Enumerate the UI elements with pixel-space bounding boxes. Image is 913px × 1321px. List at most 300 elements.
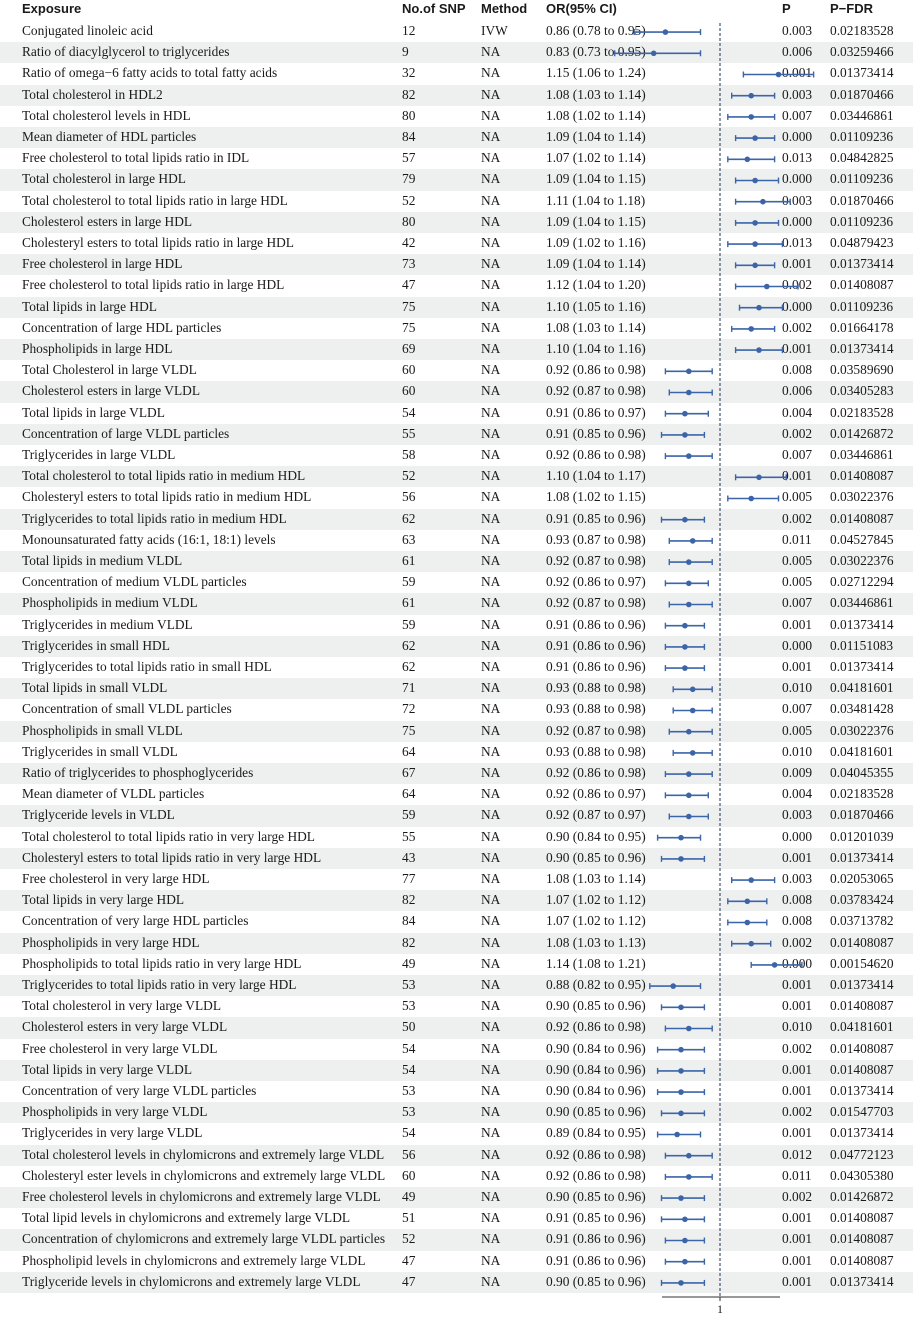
or-ci-cell: 0.91 (0.85 to 0.96) [546,1210,646,1226]
method-cell: NA [481,256,501,272]
x-tick-label: 1 [717,1302,723,1316]
p-fdr-cell: 0.03481428 [830,701,894,717]
or-ci-cell: 1.09 (1.04 to 1.15) [546,213,646,229]
method-cell: NA [481,595,501,611]
exposure-cell: Total cholesterol in HDL2 [22,86,163,102]
p-fdr-cell: 0.04772123 [830,1146,894,1162]
method-cell: NA [481,150,501,166]
p-fdr-cell: 0.01547703 [830,1104,894,1120]
or-ci-cell: 0.91 (0.86 to 0.96) [546,637,646,653]
p-value-cell: 0.000 [782,637,813,653]
p-value-cell: 0.002 [782,1189,813,1204]
table-row [0,403,913,424]
snp-cell: 54 [402,1040,416,1056]
method-cell: NA [481,871,501,886]
table-row [0,85,913,106]
method-cell: NA [481,362,501,378]
table-row [0,487,913,508]
p-fdr-cell: 0.03405283 [830,383,894,399]
snp-cell: 57 [402,150,416,166]
method-cell: NA [481,192,501,208]
p-fdr-cell: 0.01373414 [830,849,894,865]
method-cell: NA [481,298,501,314]
p-fdr-cell: 0.01373414 [830,341,894,356]
p-fdr-cell: 0.03022376 [830,722,894,738]
p-value-cell: 0.001 [782,341,813,356]
p-value-cell: 0.001 [782,998,813,1014]
p-fdr-cell: 0.04181601 [830,743,894,759]
table-row [0,445,913,466]
p-value-cell: 0.011 [782,531,812,547]
table-row [0,827,913,848]
exposure-cell: Ratio of triglycerides to phosphoglycerides [22,765,254,780]
p-value-cell: 0.001 [782,256,813,272]
p-value-cell: 0.009 [782,765,813,780]
p-fdr-cell: 0.01373414 [830,65,894,81]
or-ci-cell: 0.83 (0.73 to 0.95) [546,44,646,60]
table-row [0,509,913,530]
snp-cell: 63 [402,531,416,547]
snp-cell: 62 [402,659,416,674]
or-ci-cell: 1.15 (1.06 to 1.24) [546,65,646,81]
or-ci-cell: 1.08 (1.03 to 1.13) [546,934,646,950]
snp-cell: 71 [402,680,416,696]
p-fdr-cell: 0.04181601 [830,680,894,696]
method-cell: NA [481,277,501,293]
table-row [0,169,913,190]
exposure-cell: Conjugated linoleic acid [22,23,153,38]
method-cell: IVW [481,23,508,38]
p-value-cell: 0.010 [782,680,813,696]
table-row [0,657,913,678]
method-cell: NA [481,213,501,229]
snp-cell: 84 [402,129,416,144]
exposure-cell: Concentration of small VLDL particles [22,701,232,717]
or-ci-cell: 0.90 (0.84 to 0.95) [546,828,646,844]
or-ci-cell: 1.09 (1.04 to 1.14) [546,129,646,144]
or-ci-cell: 1.12 (1.04 to 1.20) [546,277,646,293]
method-cell: NA [481,383,501,399]
p-value-cell: 0.013 [782,235,813,250]
method-cell: NA [481,1231,501,1247]
table-row [0,763,913,784]
or-ci-cell: 0.91 (0.85 to 0.96) [546,510,646,526]
snp-cell: 53 [402,998,416,1014]
p-fdr-cell: 0.01201039 [830,828,894,844]
or-ci-cell: 0.92 (0.86 to 0.97) [546,574,646,590]
method-cell: NA [481,235,501,250]
table-row [0,254,913,275]
p-value-cell: 0.008 [782,362,813,378]
header-or: OR(95% CI) [546,1,617,16]
p-fdr-cell: 0.01109236 [830,171,894,187]
exposure-cell: Total cholesterol in large HDL [22,171,186,187]
table-row [0,106,913,127]
snp-cell: 64 [402,786,416,802]
p-fdr-cell: 0.01408087 [830,1040,894,1056]
table-row [0,381,913,402]
snp-cell: 54 [402,1061,416,1077]
exposure-cell: Cholesteryl esters to total lipids ratio in large HDL [22,235,294,250]
table-row [0,742,913,763]
p-fdr-cell: 0.04305380 [830,1167,894,1183]
or-ci-cell: 0.92 (0.87 to 0.98) [546,383,646,399]
exposure-cell: Free cholesterol levels in chylomicrons and extremely large VLDL [22,1189,381,1204]
table-header [0,0,913,20]
exposure-cell: Cholesteryl ester levels in chylomicrons and extremely large VLDL [22,1167,386,1183]
p-value-cell: 0.003 [782,23,813,38]
snp-cell: 54 [402,404,416,420]
or-ci-cell: 0.90 (0.84 to 0.96) [546,1040,646,1056]
p-value-cell: 0.006 [782,383,813,399]
p-value-cell: 0.003 [782,86,813,102]
snp-cell: 59 [402,807,416,823]
p-fdr-cell: 0.01870466 [830,192,894,208]
p-value-cell: 0.002 [782,934,813,950]
method-cell: NA [481,1189,501,1204]
header-exposure: Exposure [22,1,82,16]
exposure-cell: Total lipids in medium VLDL [22,553,183,568]
p-value-cell: 0.007 [782,447,813,462]
p-fdr-cell: 0.01373414 [830,1125,894,1141]
method-cell: NA [481,1104,501,1120]
snp-cell: 58 [402,447,416,462]
snp-cell: 55 [402,828,416,844]
or-ci-cell: 0.92 (0.87 to 0.97) [546,807,646,823]
or-ci-cell: 0.92 (0.86 to 0.98) [546,765,646,780]
table-row [0,636,913,657]
exposure-cell: Triglycerides to total lipids ratio in medium HDL [22,510,287,526]
exposure-cell: Ratio of omega−6 fatty acids to total fatty acids [22,65,278,81]
snp-cell: 59 [402,574,416,590]
snp-cell: 50 [402,1019,416,1035]
exposure-cell: Total Cholesterol in large VLDL [22,362,197,378]
table-row [0,233,913,254]
snp-cell: 80 [402,213,416,229]
method-cell: NA [481,574,501,590]
snp-cell: 82 [402,86,416,102]
exposure-cell: Total cholesterol to total lipids ratio in very large HDL [22,828,315,844]
snp-cell: 53 [402,1104,416,1120]
method-cell: NA [481,1252,501,1268]
p-value-cell: 0.001 [782,616,813,632]
p-fdr-cell: 0.02053065 [830,871,894,886]
or-ci-cell: 1.08 (1.03 to 1.14) [546,86,646,102]
exposure-cell: Cholesteryl esters to total lipids ratio in very large HDL [22,849,322,865]
or-ci-cell: 0.92 (0.86 to 0.98) [546,1167,646,1183]
table-row [0,127,913,148]
or-ci-cell: 1.09 (1.04 to 1.14) [546,256,646,272]
method-cell: NA [481,1019,501,1035]
exposure-cell: Phospholipids in small VLDL [22,722,183,738]
p-value-cell: 0.005 [782,722,813,738]
p-value-cell: 0.004 [782,404,813,420]
p-fdr-cell: 0.01408087 [830,468,894,484]
p-fdr-cell: 0.01373414 [830,659,894,674]
exposure-cell: Triglycerides in small VLDL [22,743,178,759]
method-cell: NA [481,998,501,1014]
snp-cell: 51 [402,1210,416,1226]
p-value-cell: 0.002 [782,277,813,293]
method-cell: NA [481,1083,501,1098]
method-cell: NA [481,107,501,123]
or-ci-cell: 0.88 (0.82 to 0.95) [546,977,646,992]
snp-cell: 73 [402,256,416,272]
exposure-cell: Cholesterol esters in large HDL [22,213,193,229]
method-cell: NA [481,807,501,823]
exposure-cell: Ratio of diacylglycerol to triglycerides [22,44,230,60]
exposure-cell: Concentration of medium VLDL particles [22,574,247,590]
p-fdr-cell: 0.01408087 [830,998,894,1014]
p-value-cell: 0.002 [782,425,813,441]
snp-cell: 43 [402,849,416,865]
table-row [0,572,913,593]
or-ci-cell: 0.92 (0.87 to 0.98) [546,553,646,568]
method-cell: NA [481,637,501,653]
p-value-cell: 0.000 [782,298,813,314]
method-cell: NA [481,553,501,568]
exposure-cell: Triglycerides in small HDL [22,637,170,653]
snp-cell: 56 [402,1146,416,1162]
or-ci-cell: 1.10 (1.04 to 1.16) [546,341,646,356]
snp-cell: 60 [402,362,416,378]
method-cell: NA [481,404,501,420]
snp-cell: 67 [402,765,416,780]
table-row [0,530,913,551]
or-ci-cell: 1.07 (1.02 to 1.12) [546,913,646,929]
method-cell: NA [481,510,501,526]
snp-cell: 12 [402,23,416,38]
p-fdr-cell: 0.01373414 [830,616,894,632]
p-value-cell: 0.002 [782,1104,813,1120]
exposure-cell: Total cholesterol levels in chylomicrons and extremely large VLDL [22,1146,385,1162]
method-cell: NA [481,447,501,462]
snp-cell: 60 [402,383,416,399]
p-fdr-cell: 0.04045355 [830,765,894,780]
snp-cell: 61 [402,553,416,568]
exposure-cell: Free cholesterol in very large VLDL [22,1040,218,1056]
p-fdr-cell: 0.03783424 [830,892,894,908]
p-value-cell: 0.002 [782,1040,813,1056]
exposure-cell: Total lipid levels in chylomicrons and extremely large VLDL [22,1210,351,1226]
table-row [0,869,913,890]
exposure-cell: Cholesterol esters in large VLDL [22,383,201,399]
table-row [0,954,913,975]
table-row [0,1187,913,1208]
snp-cell: 52 [402,468,416,484]
snp-cell: 69 [402,341,416,356]
p-fdr-cell: 0.04842825 [830,150,894,166]
method-cell: NA [481,722,501,738]
p-fdr-cell: 0.01373414 [830,1083,894,1098]
p-fdr-cell: 0.03589690 [830,362,894,378]
exposure-cell: Free cholesterol to total lipids ratio in IDL [22,150,250,166]
method-cell: NA [481,849,501,865]
p-value-cell: 0.001 [782,1083,813,1098]
snp-cell: 53 [402,977,416,992]
snp-cell: 47 [402,1273,416,1289]
or-ci-cell: 0.91 (0.86 to 0.96) [546,616,646,632]
or-ci-cell: 0.91 (0.86 to 0.97) [546,404,646,420]
or-ci-cell: 0.90 (0.85 to 0.96) [546,998,646,1014]
method-cell: NA [481,955,501,971]
snp-cell: 82 [402,892,416,908]
p-fdr-cell: 0.03446861 [830,595,894,611]
or-ci-cell: 0.92 (0.86 to 0.98) [546,362,646,378]
table-row [0,890,913,911]
p-fdr-cell: 0.01408087 [830,1061,894,1077]
p-value-cell: 0.001 [782,1125,813,1141]
or-ci-cell: 0.92 (0.86 to 0.98) [546,1146,646,1162]
p-fdr-cell: 0.01408087 [830,934,894,950]
table-row [0,466,913,487]
table-row [0,699,913,720]
snp-cell: 60 [402,1167,416,1183]
or-ci-cell: 0.91 (0.86 to 0.96) [546,1252,646,1268]
table-row [0,297,913,318]
table-row [0,1145,913,1166]
table-row [0,191,913,212]
table-row [0,615,913,636]
method-cell: NA [481,1061,501,1077]
table-row [0,424,913,445]
table-row [0,593,913,614]
table-row [0,360,913,381]
or-ci-cell: 1.14 (1.08 to 1.21) [546,955,646,971]
p-value-cell: 0.000 [782,171,813,187]
p-value-cell: 0.001 [782,977,813,992]
exposure-cell: Total lipids in very large VLDL [22,1061,193,1077]
p-value-cell: 0.001 [782,65,813,81]
or-ci-cell: 0.86 (0.78 to 0.95) [546,23,646,38]
exposure-cell: Free cholesterol to total lipids ratio in large HDL [22,277,285,293]
p-value-cell: 0.005 [782,574,813,590]
snp-cell: 62 [402,637,416,653]
method-cell: NA [481,743,501,759]
snp-cell: 75 [402,298,416,314]
table-row [0,678,913,699]
p-value-cell: 0.001 [782,1252,813,1268]
or-ci-cell: 1.10 (1.05 to 1.16) [546,298,646,314]
snp-cell: 52 [402,1231,416,1247]
snp-cell: 9 [402,44,409,60]
exposure-cell: Total cholesterol levels in HDL [22,107,191,123]
method-cell: NA [481,425,501,441]
exposure-cell: Total lipids in small VLDL [22,680,168,696]
p-value-cell: 0.003 [782,871,813,886]
or-ci-cell: 0.90 (0.85 to 0.96) [546,1104,646,1120]
header-method: Method [481,1,528,16]
table-row [0,318,913,339]
snp-cell: 47 [402,277,416,293]
snp-cell: 64 [402,743,416,759]
p-value-cell: 0.000 [782,955,813,971]
or-ci-cell: 0.91 (0.86 to 0.96) [546,659,646,674]
p-fdr-cell: 0.01151083 [830,637,894,653]
or-ci-cell: 1.07 (1.02 to 1.14) [546,150,646,166]
or-ci-cell: 1.08 (1.03 to 1.14) [546,319,646,335]
p-value-cell: 0.008 [782,913,813,929]
p-fdr-cell: 0.03259466 [830,44,894,60]
p-fdr-cell: 0.04527845 [830,531,894,547]
or-ci-cell: 1.10 (1.04 to 1.17) [546,468,646,484]
exposure-cell: Phospholipid levels in chylomicrons and extremely large VLDL [22,1252,366,1268]
table-row [0,721,913,742]
p-value-cell: 0.001 [782,1061,813,1077]
method-cell: NA [481,44,501,60]
table-row [0,996,913,1017]
or-ci-cell: 1.09 (1.02 to 1.16) [546,235,646,250]
p-fdr-cell: 0.01870466 [830,807,894,823]
snp-cell: 53 [402,1083,416,1098]
or-ci-cell: 0.93 (0.87 to 0.98) [546,531,646,547]
exposure-cell: Cholesterol esters in very large VLDL [22,1019,228,1035]
method-cell: NA [481,341,501,356]
p-value-cell: 0.001 [782,1231,813,1247]
or-ci-cell: 0.90 (0.85 to 0.96) [546,849,646,865]
exposure-cell: Concentration of very large VLDL particles [22,1083,257,1098]
p-fdr-cell: 0.02183528 [830,23,894,38]
exposure-cell: Mean diameter of HDL particles [22,129,197,144]
or-ci-cell: 0.92 (0.86 to 0.97) [546,786,646,802]
table-row [0,1060,913,1081]
snp-cell: 42 [402,235,416,250]
p-value-cell: 0.001 [782,1273,813,1289]
exposure-cell: Total cholesterol to total lipids ratio in large HDL [22,192,288,208]
p-fdr-cell: 0.01373414 [830,1273,894,1289]
p-fdr-cell: 0.01426872 [830,425,894,441]
p-value-cell: 0.011 [782,1167,812,1183]
p-value-cell: 0.013 [782,150,813,166]
or-ci-cell: 0.90 (0.85 to 0.96) [546,1189,646,1204]
p-fdr-cell: 0.03022376 [830,489,894,505]
exposure-cell: Concentration of very large HDL particles [22,913,249,929]
exposure-cell: Phospholipids in very large VLDL [22,1104,208,1120]
method-cell: NA [481,65,501,81]
p-fdr-cell: 0.00154620 [830,955,894,971]
exposure-cell: Triglycerides to total lipids ratio in small HDL [22,659,272,674]
exposure-cell: Triglycerides in large VLDL [22,447,176,462]
snp-cell: 77 [402,871,416,886]
snp-cell: 61 [402,595,416,611]
or-ci-cell: 1.08 (1.03 to 1.14) [546,871,646,886]
table-row [0,1017,913,1038]
exposure-cell: Triglycerides in very large VLDL [22,1125,203,1141]
exposure-cell: Concentration of large HDL particles [22,319,222,335]
p-value-cell: 0.001 [782,659,813,674]
method-cell: NA [481,659,501,674]
table-row [0,784,913,805]
table-row [0,1251,913,1272]
exposure-cell: Triglyceride levels in chylomicrons and extremely large VLDL [22,1273,361,1289]
or-ci-cell: 1.08 (1.02 to 1.14) [546,107,646,123]
snp-cell: 52 [402,192,416,208]
exposure-cell: Cholesteryl esters to total lipids ratio in medium HDL [22,489,312,505]
method-cell: NA [481,1210,501,1226]
table-row [0,1123,913,1144]
p-fdr-cell: 0.04879423 [830,235,894,250]
table-row [0,148,913,169]
snp-cell: 47 [402,1252,416,1268]
method-cell: NA [481,616,501,632]
p-fdr-cell: 0.01408087 [830,277,894,293]
exposure-cell: Free cholesterol in very large HDL [22,871,210,886]
p-fdr-cell: 0.02712294 [830,574,894,590]
p-value-cell: 0.002 [782,510,813,526]
snp-cell: 79 [402,171,416,187]
or-ci-cell: 0.92 (0.86 to 0.98) [546,447,646,462]
snp-cell: 80 [402,107,416,123]
